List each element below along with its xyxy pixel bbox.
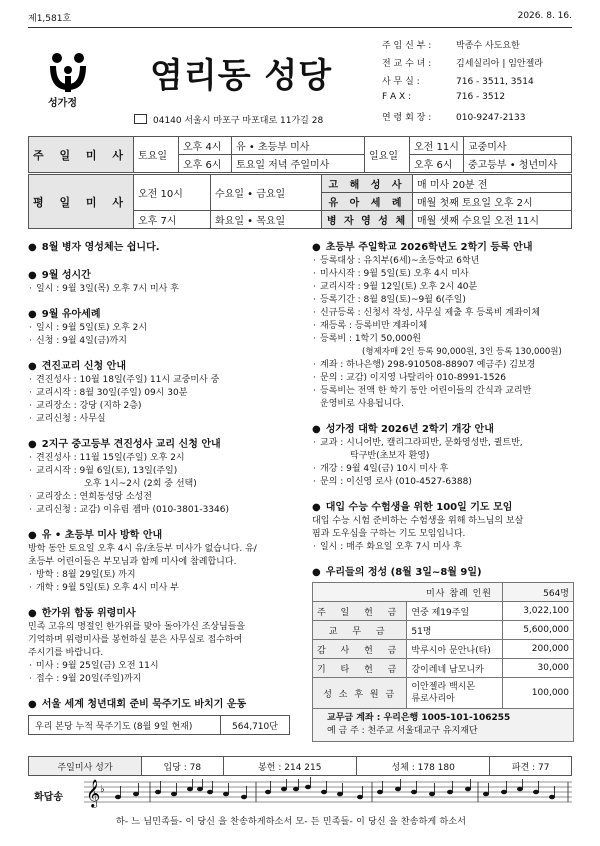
address: 04140 서울시 마포구 마포대로 11가길 28	[153, 116, 324, 126]
weekday-mass-table: 평 일 미 사 오전 10시 수요일 • 금요일 고 해 성 사 매 미사 20분 전 유 아 세 례 매월 첫째 토요일 오후 2시 오후 7시 화요일 • 목요일 병 자 영 성 체 매월 셋째 수요일 오전 11시	[28, 174, 572, 229]
notice-title: ● 성가정 대학 2026년 2학기 개강 안내	[312, 420, 574, 435]
communion-hymn: 성체 : 178 180	[356, 757, 489, 776]
list-item-continued: (형제자매 2인 등록 90,000원, 3인 등록 130,000원)	[362, 347, 562, 357]
hymn-table	[28, 756, 572, 776]
parish-logo	[40, 50, 96, 109]
hymn-label: 주일미사 성가	[29, 757, 142, 776]
list-item: · 등록비 : 1학기 50,000원	[312, 333, 574, 346]
svg-text:♭: ♭	[100, 784, 105, 795]
list-item: · 교리시작 : 8월 30일(주일) 09시 30분	[28, 387, 298, 400]
list-item: · 교리신청 : 교감) 이유림 젬마 (010-3801-3346)	[28, 504, 298, 517]
paragraph-line: 초등부 어린이들은 부모님과 함께 미사에 참례합니다.	[28, 557, 237, 567]
issue-date: 2026. 8. 16.	[517, 11, 572, 21]
music-notation-icon	[84, 776, 572, 810]
list-item-continued: 오후 1시~2시 (2회 중 선택)	[84, 479, 197, 489]
list-item: · 재등록 : 등록비만 계좌이체	[312, 320, 574, 333]
list-item: · 등록비는 전액 한 학기 동안 어린이들의 간식과 교리반	[312, 385, 574, 398]
staff-row: 사 무 실 : 716 - 3511, 3514	[382, 77, 534, 87]
notice-title: ● 8월 병자 영성체는 쉽니다.	[28, 238, 298, 253]
svg-text:𝄞: 𝄞	[86, 779, 101, 807]
notice-title: ● 서울 세계 청년대회 준비 묵주기도 바치기 운동	[28, 695, 298, 710]
address-line	[134, 113, 323, 126]
account-box	[312, 709, 574, 742]
mass-schedule-table: 주 일 미 사 토요일 오후 4시 유 • 초등부 미사 일요일 오전 11시 교중미사 오후 6시 토요일 저녁 주일미사 오후 6시 중고등부 • 청년미사	[28, 136, 572, 173]
list-item: · 개학 : 9월 5일(토) 오후 4시 미사 부	[28, 582, 298, 595]
rosary-count-label: 우리 본당 누적 묵주기도 (8월 9일 현재)	[29, 716, 221, 735]
parish-name: 염리동 성당	[150, 56, 333, 96]
table-row: 감 사 헌 금 박루시아 문안나(타) 200,000	[313, 640, 574, 659]
entrance-hymn: 입당 : 78	[142, 757, 224, 776]
list-item-continued: 탁구반(초보자 환영)	[350, 451, 430, 461]
list-item: · 문의 : 교감) 이지영 나탈리아 010-8991-1526	[312, 372, 574, 385]
list-item: · 일시 : 매주 화요일 오후 7시 미사 후	[312, 541, 574, 554]
notice-title: ● 대입 수능 수험생을 위한 100일 기도 모임	[312, 498, 574, 513]
attendance-label: 미사 참례 인원	[313, 583, 503, 602]
table-row: 주 일 헌 금 연중 제19주일 3,022,100	[313, 602, 574, 621]
paragraph-line: 핌과 도우심을 구하는 기도 모임입니다.	[312, 529, 466, 539]
staff-info	[382, 38, 543, 128]
staff-row: 주 임 신 부 : 박종수 사도요한	[382, 41, 520, 51]
saturday-label: 토요일	[134, 137, 179, 173]
rosary-count-box	[28, 715, 290, 735]
dismissal-hymn: 파견 : 77	[490, 757, 572, 776]
attendance-value: 564명	[503, 583, 574, 602]
staff-row: 연 령 회 장 : 010-9247-2133	[382, 113, 526, 123]
paragraph-line: 기억하며 위령미사를 봉헌하실 분은 사무실로 접수하여	[28, 635, 243, 645]
staff-row: F A X : 716 - 3512	[382, 92, 506, 102]
notice-title: ● 초등부 주일학교 2026학년도 2학기 등록 안내	[312, 238, 574, 253]
list-item: · 교리장소 : 연희동성당 소성전	[28, 491, 298, 504]
list-item: · 견진성사 : 11월 15일(주일) 오후 2시	[28, 452, 298, 465]
paragraph-line: 민족 고유의 명절인 한가위를 맞아 돌아가신 조상님들을	[28, 622, 246, 632]
left-column	[28, 238, 298, 735]
list-item-continued: 운영비로 사용됩니다.	[320, 399, 404, 409]
list-item: · 신청 : 9월 4일(금)까지	[28, 335, 298, 348]
notice-title: ● 우리들의 정성 (8월 3일~8월 9일)	[312, 563, 574, 578]
notice-title: ● 유 • 초등부 미사 방학 안내	[28, 526, 298, 541]
list-item: · 견진성사 : 10월 18일(주일) 11시 교중미사 중	[28, 374, 298, 387]
psalm-lyrics: 하- 느 님민족들- 이 당신 을 찬송하게하소서 모- 든 민족들- 이 당신 을 찬송하게 하소서	[116, 817, 467, 827]
logo-caption: 성가정	[48, 98, 77, 109]
account-number: 교무금 계좌 : 우리은행 1005-101-106255	[327, 713, 511, 723]
table-row: 성 소 후 원 금 이안젤라 백시몬 류로사리아 100,000	[313, 678, 574, 709]
notice-title: ● 견진교리 신청 안내	[28, 357, 298, 372]
list-item: · 방학 : 8월 29일(토) 까지	[28, 569, 298, 582]
notice-title: ● 2지구 중고등부 견진성사 교리 신청 안내	[28, 435, 298, 450]
psalm-label: 화답송	[34, 792, 63, 803]
list-item: · 개강 : 9월 4일(금) 10시 미사 후	[312, 463, 574, 476]
list-item: · 교리시작 : 9월 12일(토) 오후 2시 40분	[312, 281, 574, 294]
offering-table	[312, 582, 574, 709]
paragraph-line: 주시기를 바랍니다.	[28, 648, 104, 658]
list-item: · 교리신청 : 사무실	[28, 413, 298, 426]
mail-icon	[134, 114, 147, 124]
list-item: · 등록대상 : 유치부(6세)~초등학교 6학년	[312, 255, 574, 268]
list-item: · 교리시작 : 9월 6일(토), 13일(주일)	[28, 465, 298, 478]
paragraph-line: 대입 수능 시험 준비하는 수험생을 위해 하느님의 보살	[312, 516, 524, 526]
list-item: · 교과 : 시니어반, 캘리그라피반, 문화영성반, 퀼트반,	[312, 437, 574, 450]
table-row: 기 타 헌 금 강이레네 남모니카 30,000	[313, 659, 574, 678]
notice-title: ● 9월 성시간	[28, 266, 298, 281]
account-holder: 예 금 주 : 천주교 서울대교구 유지재단	[327, 726, 478, 736]
list-item: · 미사시작 : 9월 5일(토) 오후 4시 미사	[312, 268, 574, 281]
rosary-count-value: 564,710단	[221, 716, 290, 735]
list-item: · 문의 : 이신영 로사 (010-4527-6388)	[312, 476, 574, 489]
sunday-mass-label: 주 일 미 사	[29, 137, 134, 173]
paragraph-line: 방학 동안 토요일 오후 4시 유/초등부 미사가 없습니다. 유/	[28, 544, 257, 554]
list-item: · 일시 : 9월 5일(토) 오후 2시	[28, 322, 298, 335]
notice-title: ● 한가위 합동 위령미사	[28, 604, 298, 619]
sunday-label: 일요일	[365, 137, 410, 173]
right-column	[312, 238, 574, 742]
notice-title: ● 9월 유아세례	[28, 305, 298, 320]
list-item: · 일시 : 9월 3일(목) 오후 7시 미사 후	[28, 283, 298, 296]
table-row: 교 무 금 51명 5,600,000	[313, 621, 574, 640]
holy-family-icon	[40, 50, 96, 94]
issue-number: 제1,581호	[28, 14, 72, 24]
list-item: · 미사 : 9월 25일(금) 오전 11시	[28, 660, 298, 673]
header-divider	[28, 27, 572, 28]
weekday-mass-label: 평 일 미 사	[29, 175, 134, 229]
list-item: · 등록기간 : 8월 8일(토)~9월 6(주일)	[312, 294, 574, 307]
list-item: · 계좌 : 하나은행) 298-910508-88907 예금주) 김보경	[312, 359, 574, 372]
list-item: · 접수 : 9월 20일(주일)까지	[28, 673, 298, 686]
music-staff	[84, 776, 572, 810]
offertory-hymn: 봉헌 : 214 215	[223, 757, 356, 776]
list-item: · 신규등록 : 신청서 작성, 사무실 제출 후 등록비 계좌이체	[312, 307, 574, 320]
staff-row: 전 교 수 녀 : 김세실리아 | 임안젤라	[382, 59, 544, 69]
list-item: · 교리장소 : 강당 (지하 2층)	[28, 400, 298, 413]
